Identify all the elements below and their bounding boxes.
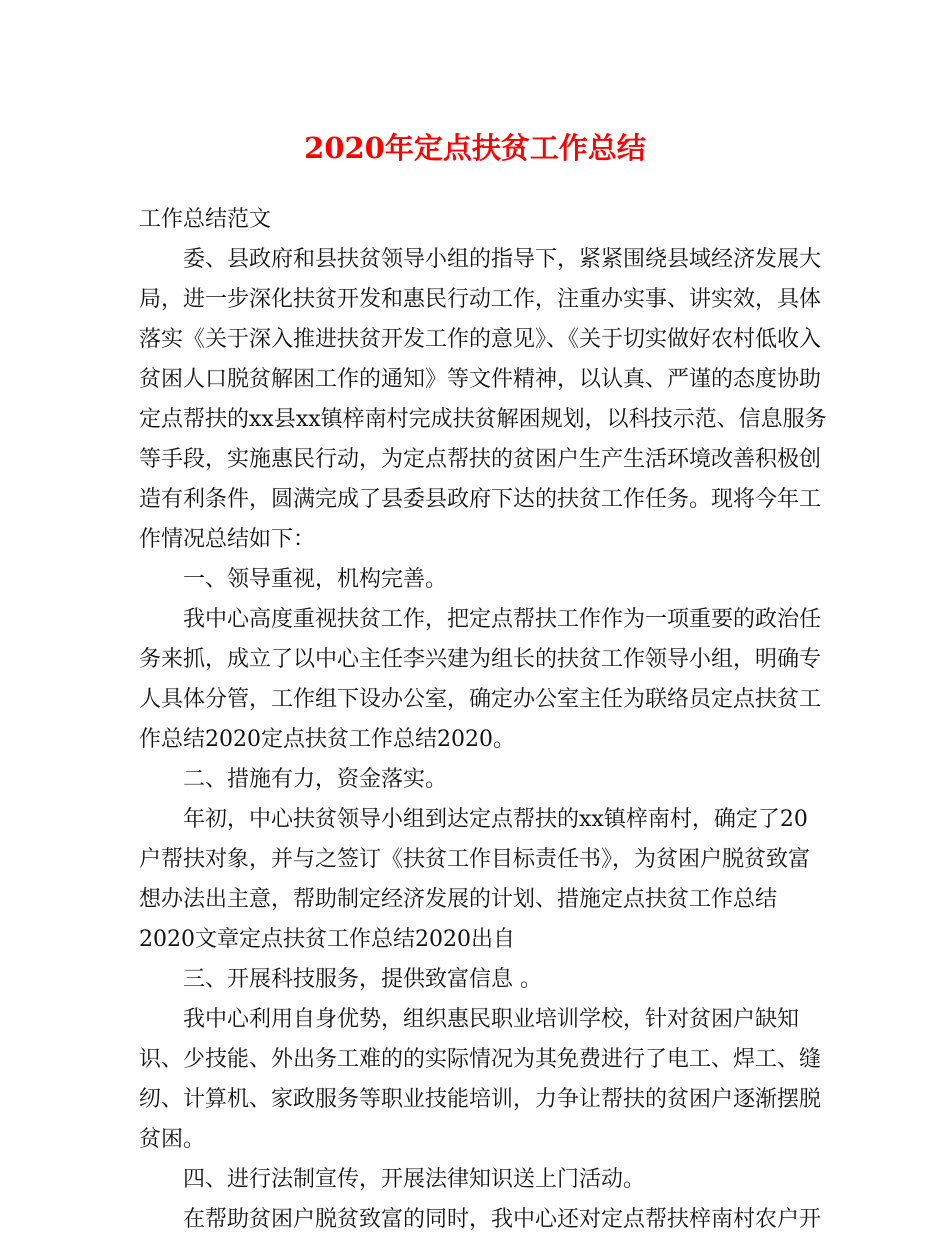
paragraph-2: 年初，中心扶贫领导小组到达定点帮扶的xx镇梓南村，确定了20户帮扶对象，并与之签订《扶贫工作目标责任书》，为贫困户脱贫致富想办法出主意，帮助制定经济发展的计划、措施定点扶贫工作总结2020文章定点扶贫工作总结2020出自 — [139, 807, 811, 952]
section-heading-2: 二、措施有力，资金落实。 — [183, 767, 448, 792]
section-heading-3: 三、开展科技服务，提供致富信息 。 — [183, 967, 542, 992]
document-subtitle: 工作总结范文 — [139, 207, 272, 232]
document-body — [139, 200, 829, 1240]
document-title: 2020年定点扶贫工作总结 — [304, 131, 646, 165]
paragraph-4: 在帮助贫困户脱贫致富的同时，我中心还对定点帮扶梓南村农户开 — [183, 1207, 822, 1232]
paragraph-1: 我中心高度重视扶贫工作，把定点帮扶工作作为一项重要的政治任务来抓，成立了以中心主任李兴建为组长的扶贫工作领导小组，明确专人具体分管，工作组下设办公室，确定办公室主任为联络员定点扶贫工作总结2020定点扶贫工作总结2020。 — [139, 607, 822, 752]
section-heading-1: 一、领导重视，机构完善。 — [183, 567, 448, 592]
paragraph-3: 我中心利用自身优势，组织惠民职业培训学校，针对贫困户缺知识、少技能、外出务工难的的实际情况为其免费进行了电工、焊工、缝纫、计算机、家政服务等职业技能培训，力争让帮扶的贫困户逐渐摆脱贫困。 — [139, 1007, 822, 1152]
section-heading-4: 四、进行法制宣传，开展法律知识送上门活动。 — [183, 1167, 646, 1192]
paragraph-intro: 委、县政府和县扶贫领导小组的指导下，紧紧围绕县域经济发展大局，进一步深化扶贫开发和惠民行动工作，注重办实事、讲实效，具体落实《关于深入推进扶贫开发工作的意见》、《关于切实做好农村低收入贫困人口脱贫解困工作的通知》等文件精神，以认真、严谨的态度协助定点帮扶的xx县xx镇梓南村完成扶贫解困规划，以科技示范、信息服务等手段，实施惠民行动，为定点帮扶的贫困户生产生活环境改善积极创造有利条件，圆满完成了县委县政府下达的扶贫工作任务。现将今年工作情况总结如下： — [139, 247, 827, 552]
